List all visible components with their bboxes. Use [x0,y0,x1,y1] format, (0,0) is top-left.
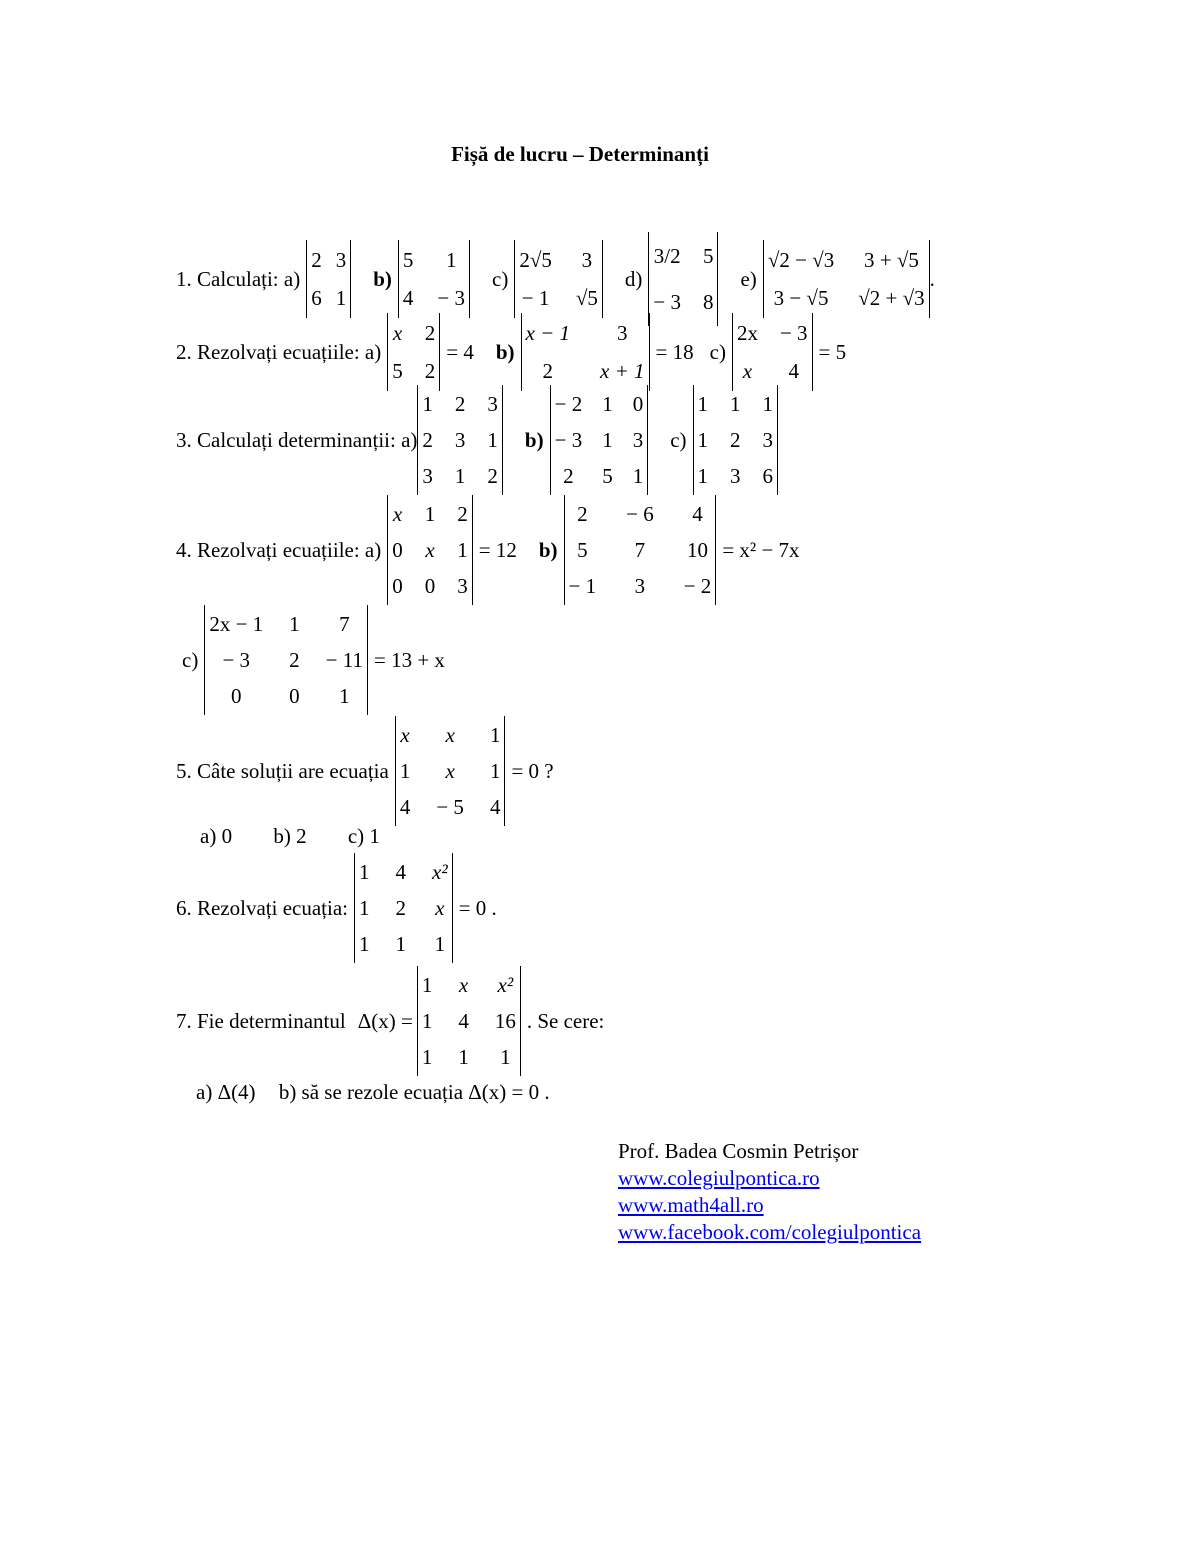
exercise-2 [176,313,846,391]
det-cell: 2 [457,502,468,526]
det-cell: 3 [634,574,646,598]
ex2-a-rhs: = 4 [446,339,474,364]
ex4-c-rhs: = 13 + x [374,647,445,672]
ex4-b-rhs: = x² − 7x [722,537,800,562]
ex2-c-label: c) [709,339,726,364]
det-cell: 2 [487,464,498,488]
exercise-3-label: 3. Calculați determinanții: a) [176,427,418,452]
ex1-e-label: e) [740,266,757,291]
ex1-det-e [763,240,930,318]
det-cell: − 11 [325,648,363,672]
det-cell: 1 [359,932,370,956]
exercise-1-label: 1. Calculați: a) [176,266,301,291]
det-cell: 1 [489,759,501,783]
ex7-sub-a: a) Δ(4) [196,1080,256,1104]
ex2-c-rhs: = 5 [818,339,847,364]
ex2-b-label: b) [495,339,515,364]
det-cell: 1 [421,1009,433,1033]
det-cell: − 3 [554,428,583,452]
det-cell: 3 [581,248,593,272]
det-cell: √5 [575,286,598,310]
det-cell: 1 [359,860,370,884]
det-cell: − 3 [222,648,251,672]
det-cell: 2x [736,321,758,345]
det-cell: 1 [422,392,433,416]
ex1-end-punct: . [929,266,935,291]
ex2-det-c [732,313,813,391]
ex2-det-a [387,313,440,391]
det-cell: 1 [762,392,774,416]
det-cell: − 2 [554,392,583,416]
ex3-det-b [550,385,649,495]
det-cell: 1 [434,932,446,956]
det-cell: 3 [632,428,644,452]
det-cell: 4 [402,286,414,310]
det-cell: 16 [494,1009,516,1033]
det-cell: 1 [602,428,613,452]
det-cell: 3 [457,574,468,598]
exercise-2-label: 2. Rezolvați ecuațiile: a) [176,339,382,364]
det-cell: 4 [788,359,799,383]
det-cell: x [742,359,753,383]
det-cell: − 3 [779,321,808,345]
det-cell: 5 [577,538,588,562]
det-cell: 3 [422,464,433,488]
det-cell: 2 [424,359,436,383]
exercise-1 [176,232,935,326]
det-cell: x [458,973,469,997]
det-cell: √2 − √3 [767,248,835,272]
exercise-4 [176,495,800,605]
det-cell: 4 [458,1009,469,1033]
det-cell: − 2 [683,574,712,598]
det-cell: x [445,723,455,747]
ex4-det-b [564,495,717,605]
ex7-delta: Δ(x) = [357,1008,413,1033]
det-cell: 2 [563,464,574,488]
ex7-subtasks [196,1080,568,1105]
det-cell: 2 [454,392,466,416]
ex3-det-c [693,385,779,495]
exercise-6 [176,853,497,963]
det-cell: 1 [289,612,300,636]
det-cell: − 1 [568,574,597,598]
ex5-option-a: a) 0 [200,824,233,848]
ex4-a-rhs: = 12 [478,537,517,562]
det-cell: 3 [762,428,774,452]
det-cell: 0 [632,392,644,416]
det-cell: 1 [399,759,411,783]
det-cell: 6 [762,464,774,488]
det-cell: 2 [424,321,436,345]
ex3-c-label: c) [670,427,687,452]
det-cell: x [392,502,403,526]
det-cell: 1 [697,428,709,452]
det-cell: 1 [445,248,457,272]
det-cell: 0 [231,684,242,708]
exercise-7-label: 7. Fie determinantul [176,1008,346,1033]
det-cell: 1 [500,1045,511,1069]
det-cell: 2 [542,359,554,383]
det-cell: 4 [692,502,703,526]
det-cell: − 1 [521,286,550,310]
det-cell: 1 [489,723,501,747]
det-cell: 1 [697,392,709,416]
det-cell: 3 [617,321,628,345]
det-cell: 1 [632,464,644,488]
det-cell: 1 [458,1045,469,1069]
ex5-option-b: b) 2 [273,824,307,848]
det-cell: 3 [730,464,741,488]
ex1-det-d [648,232,718,326]
det-cell: 5 [602,464,613,488]
det-cell: 1 [454,464,466,488]
ex1-det-c [514,240,603,318]
det-cell: 2 [577,502,588,526]
ex1-det-a [306,240,351,318]
ex1-d-label: d) [624,266,643,291]
det-cell: 1 [697,464,709,488]
det-cell: x + 1 [600,359,645,383]
det-cell: 2 [730,428,741,452]
det-cell: x [392,321,403,345]
ex6-det [354,853,453,963]
ex5-options [200,824,416,849]
exercise-3 [176,385,778,495]
det-cell: 1 [424,502,436,526]
ex6-rhs: = 0 . [458,895,497,920]
det-cell: 3 [454,428,466,452]
author-name: Prof. Badea Cosmin Petrișor [618,1139,859,1163]
exercise-4-label: 4. Rezolvați ecuațiile: a) [176,537,382,562]
ex2-b-rhs: = 18 [655,339,694,364]
det-cell: x² [497,973,514,997]
exercise-6-label: 6. Rezolvați ecuația: [176,895,349,920]
exercise-4c [182,605,445,715]
ex3-det-a [417,385,503,495]
det-cell: x [435,896,445,920]
det-cell: 2 [289,648,300,672]
det-cell: 5 [702,244,714,268]
det-cell: 0 [392,574,403,598]
det-cell: x [445,759,455,783]
det-cell: 3 − √5 [773,286,829,310]
link-colegiulpontica[interactable]: www.colegiulpontica.ro [618,1166,820,1190]
det-cell: 2 [395,896,407,920]
det-cell: 0 [392,538,403,562]
det-cell: 1 [487,428,498,452]
det-cell: 7 [339,612,350,636]
det-cell: x² [432,860,448,884]
ex4-b-label: b) [538,537,558,562]
det-cell: 0 [424,574,436,598]
det-cell: 2 [311,248,322,272]
ex5-option-c: c) 1 [347,824,380,848]
det-cell: − 3 [437,286,465,310]
ex7-after: . Se cere: [526,1008,605,1033]
det-cell: 1 [602,392,613,416]
det-cell: x − 1 [525,321,571,345]
det-cell: 4 [489,795,501,819]
ex2-det-b [521,313,650,391]
det-cell: 6 [311,286,322,310]
det-cell: 2x − 1 [209,612,264,636]
exercise-7 [176,966,604,1076]
det-cell: 5 [402,248,414,272]
det-cell: 1 [395,932,407,956]
det-cell: 3 [335,248,347,272]
ex4-det-a [387,495,473,605]
det-cell: 1 [730,392,741,416]
author-block [618,1138,921,1246]
link-facebook[interactable]: www.facebook.com/colegiulpontica [618,1220,922,1244]
det-cell: 2√5 [519,248,552,272]
det-cell: 8 [702,290,714,314]
det-cell: 2 [422,428,433,452]
det-cell: 1 [421,973,433,997]
det-cell: − 6 [626,502,654,526]
ex4-det-c [204,605,368,715]
ex1-b-label: b) [373,266,392,291]
det-cell: x [400,723,410,747]
ex1-c-label: c) [492,266,509,291]
det-cell: 5 [392,359,403,383]
det-cell: x [425,538,435,562]
det-cell: 4 [395,860,407,884]
det-cell: 1 [421,1045,433,1069]
det-cell: − 3 [653,290,681,314]
ex7-det [417,966,521,1076]
det-cell: 4 [399,795,411,819]
det-cell: − 5 [436,795,464,819]
ex7-sub-b: b) să se rezole ecuația Δ(x) = 0 . [278,1080,550,1104]
det-cell: 3/2 [653,244,681,268]
link-math4all[interactable]: www.math4all.ro [618,1193,764,1217]
ex5-det [395,716,506,826]
exercise-5 [176,716,554,826]
exercise-5-label: 5. Câte soluții are ecuația [176,758,389,783]
det-cell: 3 [487,392,498,416]
det-cell: 3 + √5 [863,248,919,272]
det-cell: 10 [687,538,709,562]
page-title: Fișă de lucru – Determinanți [451,142,709,166]
det-cell: 1 [457,538,468,562]
ex3-b-label: b) [524,427,544,452]
ex4-c-label: c) [182,647,199,672]
det-cell: 7 [634,538,646,562]
det-cell: 1 [335,286,347,310]
ex1-det-b [398,240,470,318]
det-cell: 0 [289,684,300,708]
ex5-rhs: = 0 ? [511,758,554,783]
det-cell: 1 [359,896,370,920]
det-cell: √2 + √3 [858,286,925,310]
det-cell: 1 [339,684,350,708]
